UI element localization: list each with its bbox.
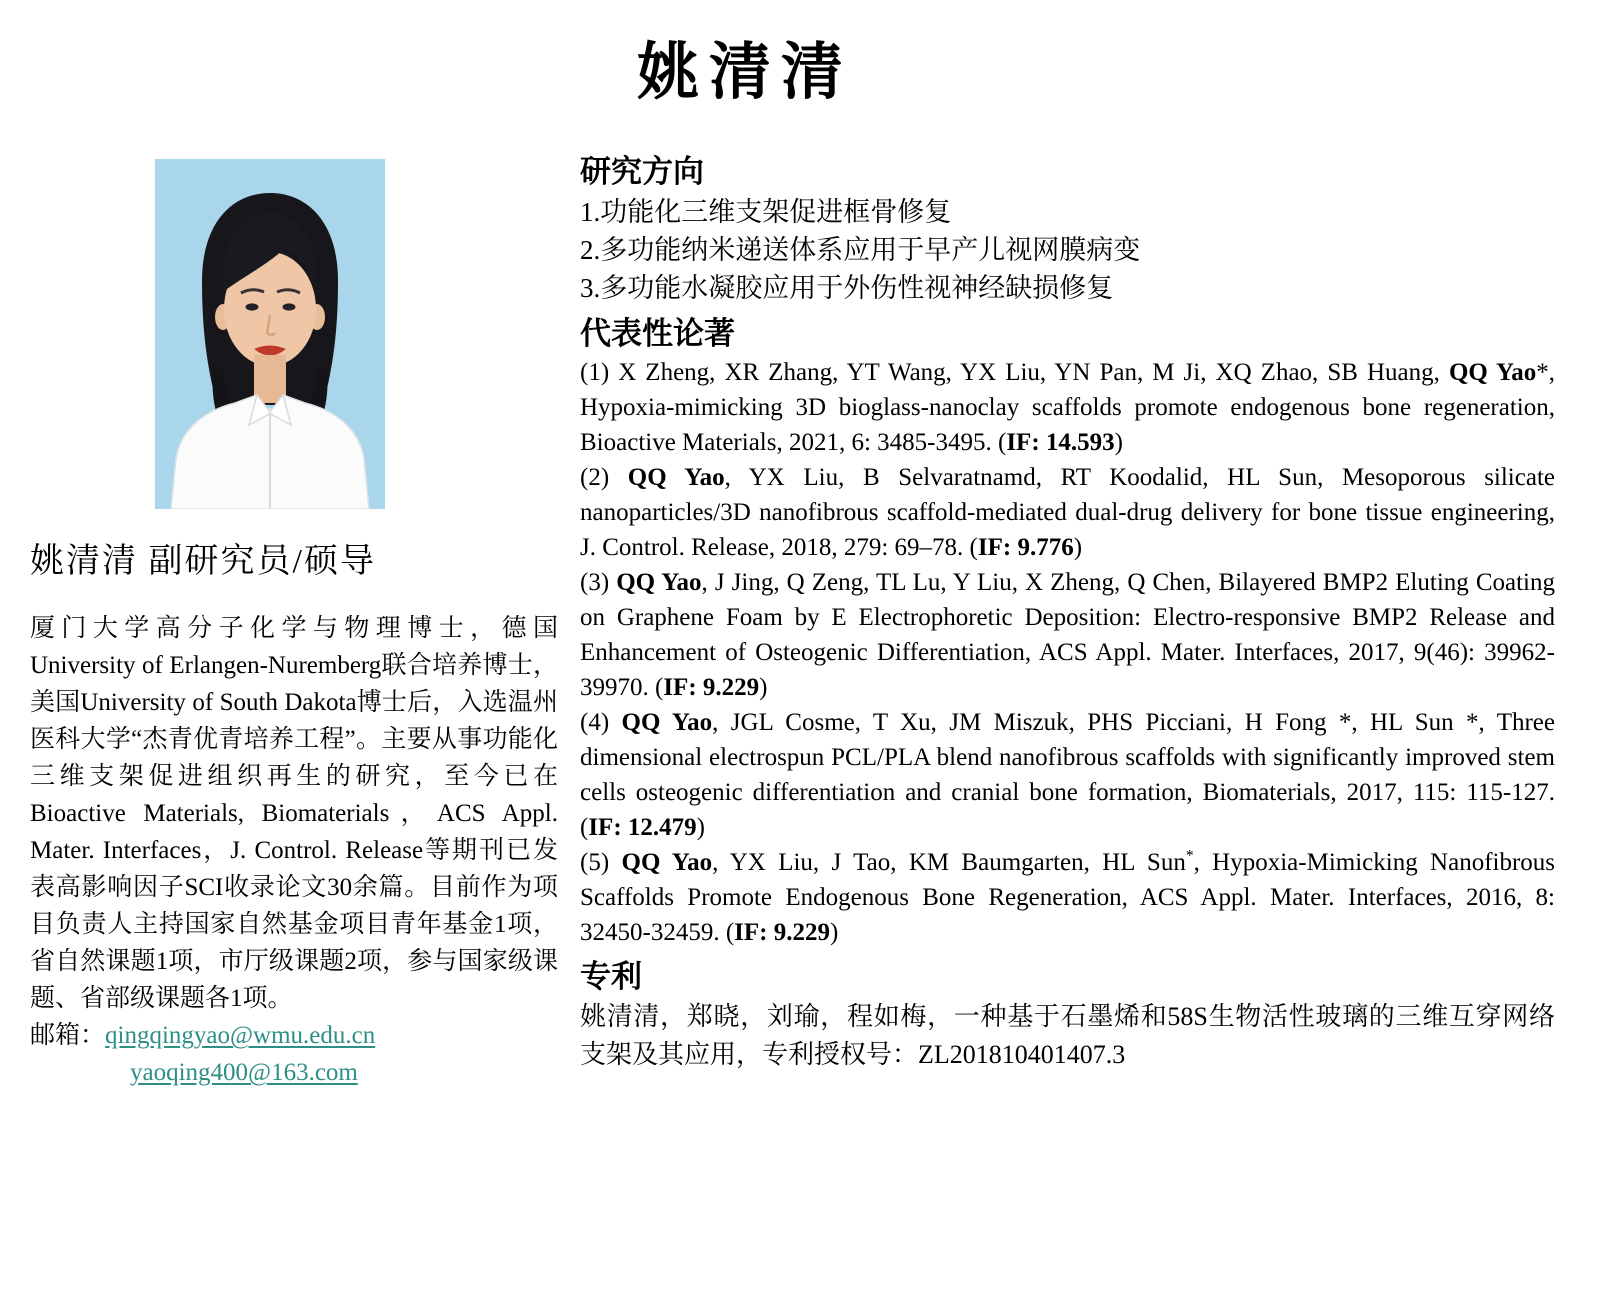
email-link[interactable]: qingqingyao@wmu.edu.cn <box>105 1022 376 1049</box>
patents-heading: 专利 <box>580 959 642 994</box>
patents-list <box>580 998 1555 1074</box>
email-row <box>30 1022 375 1086</box>
publication-item: (4) QQ Yao, JGL Cosme, T Xu, JM Miszuk, PHS Picciani, H Fong *, HL Sun *, Three dimensional electrospun PCL/PLA blend nanofibrous scaffolds with significantly improved stem cells osteogenic differentiation and cranial bone formation, Biomaterials, 2017, 115: 115-127. (IF: 12.479) <box>580 709 1555 841</box>
page-title: 姚清清 <box>636 39 853 107</box>
research-direction-item: 3.多功能水凝胶应用于外伤性视神经缺损修复 <box>580 273 1114 303</box>
publications-heading: 代表性论著 <box>580 316 735 351</box>
bio-text: 厦门大学高分子化学与物理博士，德国University of Erlangen-Nuremberg联合培养博士，美国University of South Dakota博士后，入选温州医科大学“杰青优青培养工程”。主要从事功能化三维支架促进组织再生的研究，至今已在Bioactive Materials, Biomaterials，ACS Appl. Mater. Interfaces，J. Control. Release等期刊已发表高影响因子SCI收录论文30余篇。目前作为项目负责人主持国家自然基金项目青年基金1项，省自然课题1项，市厅级课题2项，参与国家级课题、省部级课题各1项。 <box>30 615 558 1012</box>
research-direction-item: 1.功能化三维支架促进框骨修复 <box>580 197 952 227</box>
portrait-photo <box>155 159 385 509</box>
left-column <box>30 151 558 1091</box>
right-column <box>580 151 1555 1091</box>
research-direction-item: 2.多功能纳米递送体系应用于早产儿视网膜病变 <box>580 235 1141 265</box>
email-link[interactable]: yaoqing400@163.com <box>130 1059 358 1086</box>
portrait-illustration <box>155 159 385 509</box>
publication-item: (3) QQ Yao, J Jing, Q Zeng, TL Lu, Y Liu, X Zheng, Q Chen, Bilayered BMP2 Eluting Coating on Graphene Foam by E Electrophoretic Deposition: Electro-responsive BMP2 Release and Enhancement of Osteogenic Differentiation, ACS Appl. Mater. Interfaces, 2017, 9(46): 39962-39970. (IF: 9.229) <box>580 569 1555 701</box>
publication-item: (1) X Zheng, XR Zhang, YT Wang, YX Liu, YN Pan, M Ji, XQ Zhao, SB Huang, QQ Yao*, Hypoxia-mimicking 3D bioglass-nanoclay scaffolds promote endogenous bone regeneration, Bioactive Materials, 2021, 6: 3485-3495. (IF: 14.593) <box>580 359 1556 456</box>
patent-item: 姚清清，郑晓，刘瑜，程如梅，一种基于石墨烯和58S生物活性玻璃的三维互穿网络支架及其应用，专利授权号：ZL201810401407.3 <box>580 1002 1555 1069</box>
publication-item: (5) QQ Yao, YX Liu, J Tao, KM Baumgarten, HL Sun*, Hypoxia-Mimicking Nanofibrous Scaffolds Promote Endogenous Bone Regeneration, ACS Appl. Mater. Interfaces, 2016, 8: 32450-32459. (IF: 9.229) <box>580 847 1556 946</box>
publication-item: (2) QQ Yao, YX Liu, B Selvaratnamd, RT Koodalid, HL Sun, Mesoporous silicate nanoparticles/3D nanofibrous scaffold-mediated dual-drug delivery for bone tissue engineering, J. Control. Release, 2018, 279: 69–78. (IF: 9.776) <box>580 464 1555 561</box>
content-columns <box>0 151 1615 1091</box>
email-label: 邮箱： <box>30 1022 106 1049</box>
research-directions-heading: 研究方向 <box>580 154 704 189</box>
publications-list <box>580 355 1555 950</box>
name-and-title: 姚清清 副研究员/硕导 <box>30 543 376 580</box>
bio-paragraph <box>30 610 558 1091</box>
research-directions-list <box>580 193 1555 307</box>
